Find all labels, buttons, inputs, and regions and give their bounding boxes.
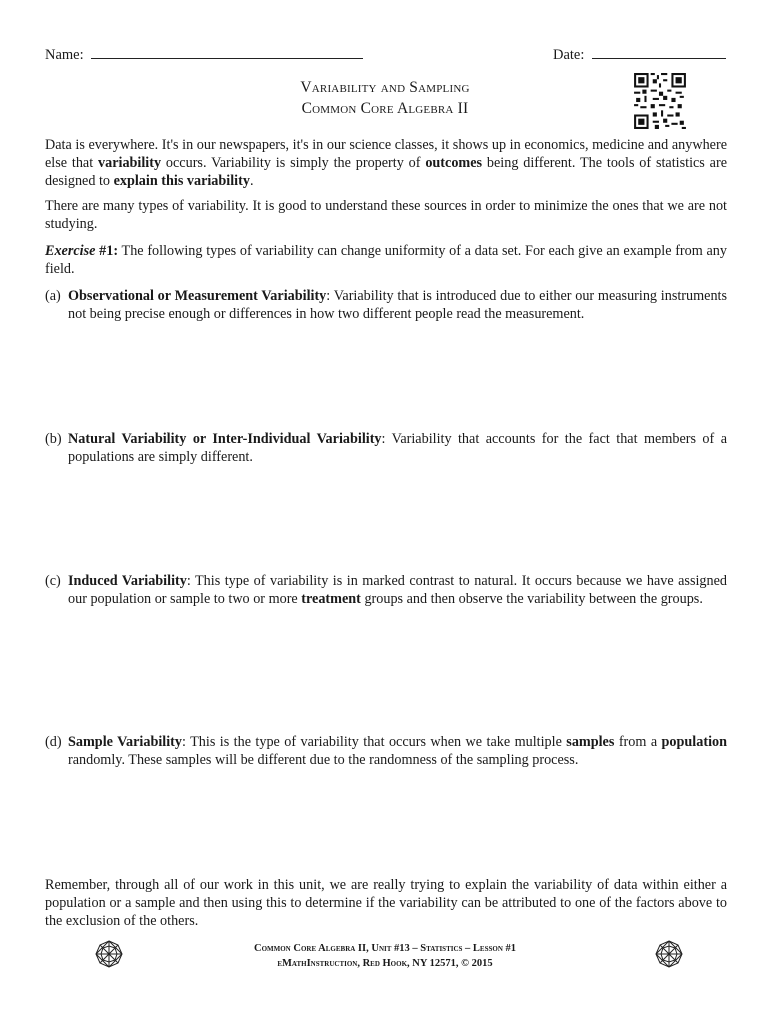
footer-line-1: Common Core Algebra II, Unit #13 – Statistics – Lesson #1 <box>254 943 516 954</box>
qr-code-icon <box>634 73 686 129</box>
intro-paragraph <box>45 136 727 190</box>
intro-bold-explain: explain this variability <box>113 173 250 189</box>
item-d-text-1: : This is the type of variability that occurs when we take multiple <box>182 734 567 750</box>
date-blank-line[interactable] <box>592 58 726 59</box>
item-c-bold-treatment: treatment <box>301 591 361 607</box>
name-field[interactable] <box>45 47 363 64</box>
item-d <box>45 733 727 769</box>
item-d-label: (d) <box>45 734 62 750</box>
title-line-2: Common Core Algebra II <box>301 100 469 117</box>
intro-text-2: occurs. Variability is simply the property of <box>161 155 426 171</box>
item-a-label: (a) <box>45 288 61 304</box>
closing-paragraph: Remember, through all of our work in this unit, we are really trying to explain the variability of data within either a population or a sample and then using this to determine if the variability can be attributed to one of the factors above to the exclusion of the others. <box>45 877 727 929</box>
item-d-text-2: from a <box>614 734 662 750</box>
intro-bold-outcomes: outcomes <box>425 155 483 171</box>
intro-text-1: Data is everywhere. It's in our newspapers, it's in our science classes, it shows up in economics, medicine and anywhere else that <box>45 137 727 171</box>
intro-bold-variability: variability <box>98 155 162 171</box>
item-d-bold-samples: samples <box>566 734 615 750</box>
item-d-text-3: randomly. These samples will be different due to the randomness of the sampling process. <box>68 752 579 768</box>
item-a-term: Observational or Measurement Variability <box>68 288 327 304</box>
item-a-text: : Variability that is introduced due to either our measuring instruments not being precise enough or differences in how two different people read the measurement. <box>68 288 727 322</box>
item-b-term: Natural Variability or Inter-Individual Variability <box>68 431 382 447</box>
title-line-1: Variability and Sampling <box>300 79 470 96</box>
item-c-text-1: : This type of variability is in marked contrast to natural. It occurs because we have assigned our population or sample to two or more <box>68 573 727 607</box>
footer-line-2: eMathInstruction, Red Hook, NY 12571, © 2015 <box>277 958 493 969</box>
item-b <box>45 430 727 466</box>
geometric-logo-icon-left <box>95 940 123 968</box>
item-c-text-2: groups and then observe the variability between the groups. <box>360 591 703 607</box>
name-blank-line[interactable] <box>91 58 363 59</box>
item-c-term: Induced Variability <box>68 573 187 589</box>
item-a <box>45 287 727 323</box>
geometric-logo-icon-right <box>655 940 683 968</box>
item-b-text: : Variability that accounts for the fact that members of a populations are simply different. <box>68 431 727 465</box>
date-field[interactable] <box>553 47 726 64</box>
exercise-label: Exercise <box>45 243 96 259</box>
exercise-text: The following types of variability can change uniformity of a data set. For each give an example from any field. <box>45 243 727 277</box>
item-c <box>45 572 727 608</box>
intro-text-3: being different. The tools of statistics are designed to <box>45 155 727 189</box>
item-b-label: (b) <box>45 431 62 447</box>
item-d-bold-population: population <box>661 734 727 750</box>
name-label: Name: <box>45 47 84 63</box>
intro-text-4: . <box>249 173 254 189</box>
date-label: Date: <box>553 47 585 63</box>
item-c-label: (c) <box>45 573 61 589</box>
exercise-instructions <box>45 242 727 278</box>
sources-paragraph: There are many types of variability. It is good to understand these sources in order to minimize the ones that we are not studying. <box>45 198 727 232</box>
exercise-number: #1: <box>95 243 119 259</box>
item-d-term: Sample Variability <box>68 734 183 750</box>
